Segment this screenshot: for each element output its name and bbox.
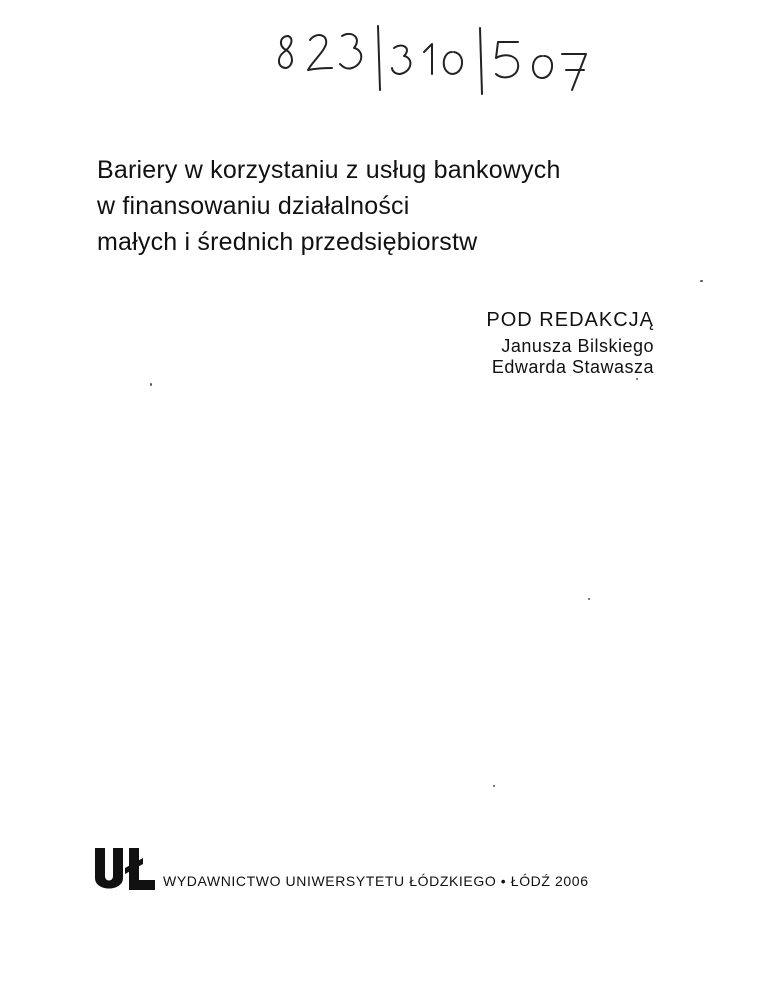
editor-name-1: Janusza Bilskiego	[501, 336, 654, 356]
scan-speck	[150, 383, 152, 386]
university-logo-icon	[93, 846, 157, 892]
title-line-3: małych i średnich przedsiębiorstw	[97, 228, 478, 256]
scan-speck	[493, 785, 495, 787]
book-title	[97, 152, 697, 260]
publisher-name: WYDAWNICTWO UNIWERSYTETU ŁÓDZKIEGO • ŁÓDŹ 2006	[163, 873, 589, 889]
publisher-footer	[93, 846, 673, 896]
title-line-1: Bariery w korzystaniu z usług bankowych	[97, 156, 561, 184]
editors-block	[486, 308, 654, 378]
scan-speck	[636, 378, 638, 380]
editors-heading: POD REDAKCJĄ	[486, 309, 654, 331]
scan-speck	[700, 280, 703, 282]
scan-speck	[588, 598, 590, 600]
handwritten-shelf-mark	[272, 18, 590, 100]
title-line-2: w finansowaniu działalności	[97, 192, 410, 220]
editor-name-2: Edwarda Stawasza	[491, 357, 654, 377]
